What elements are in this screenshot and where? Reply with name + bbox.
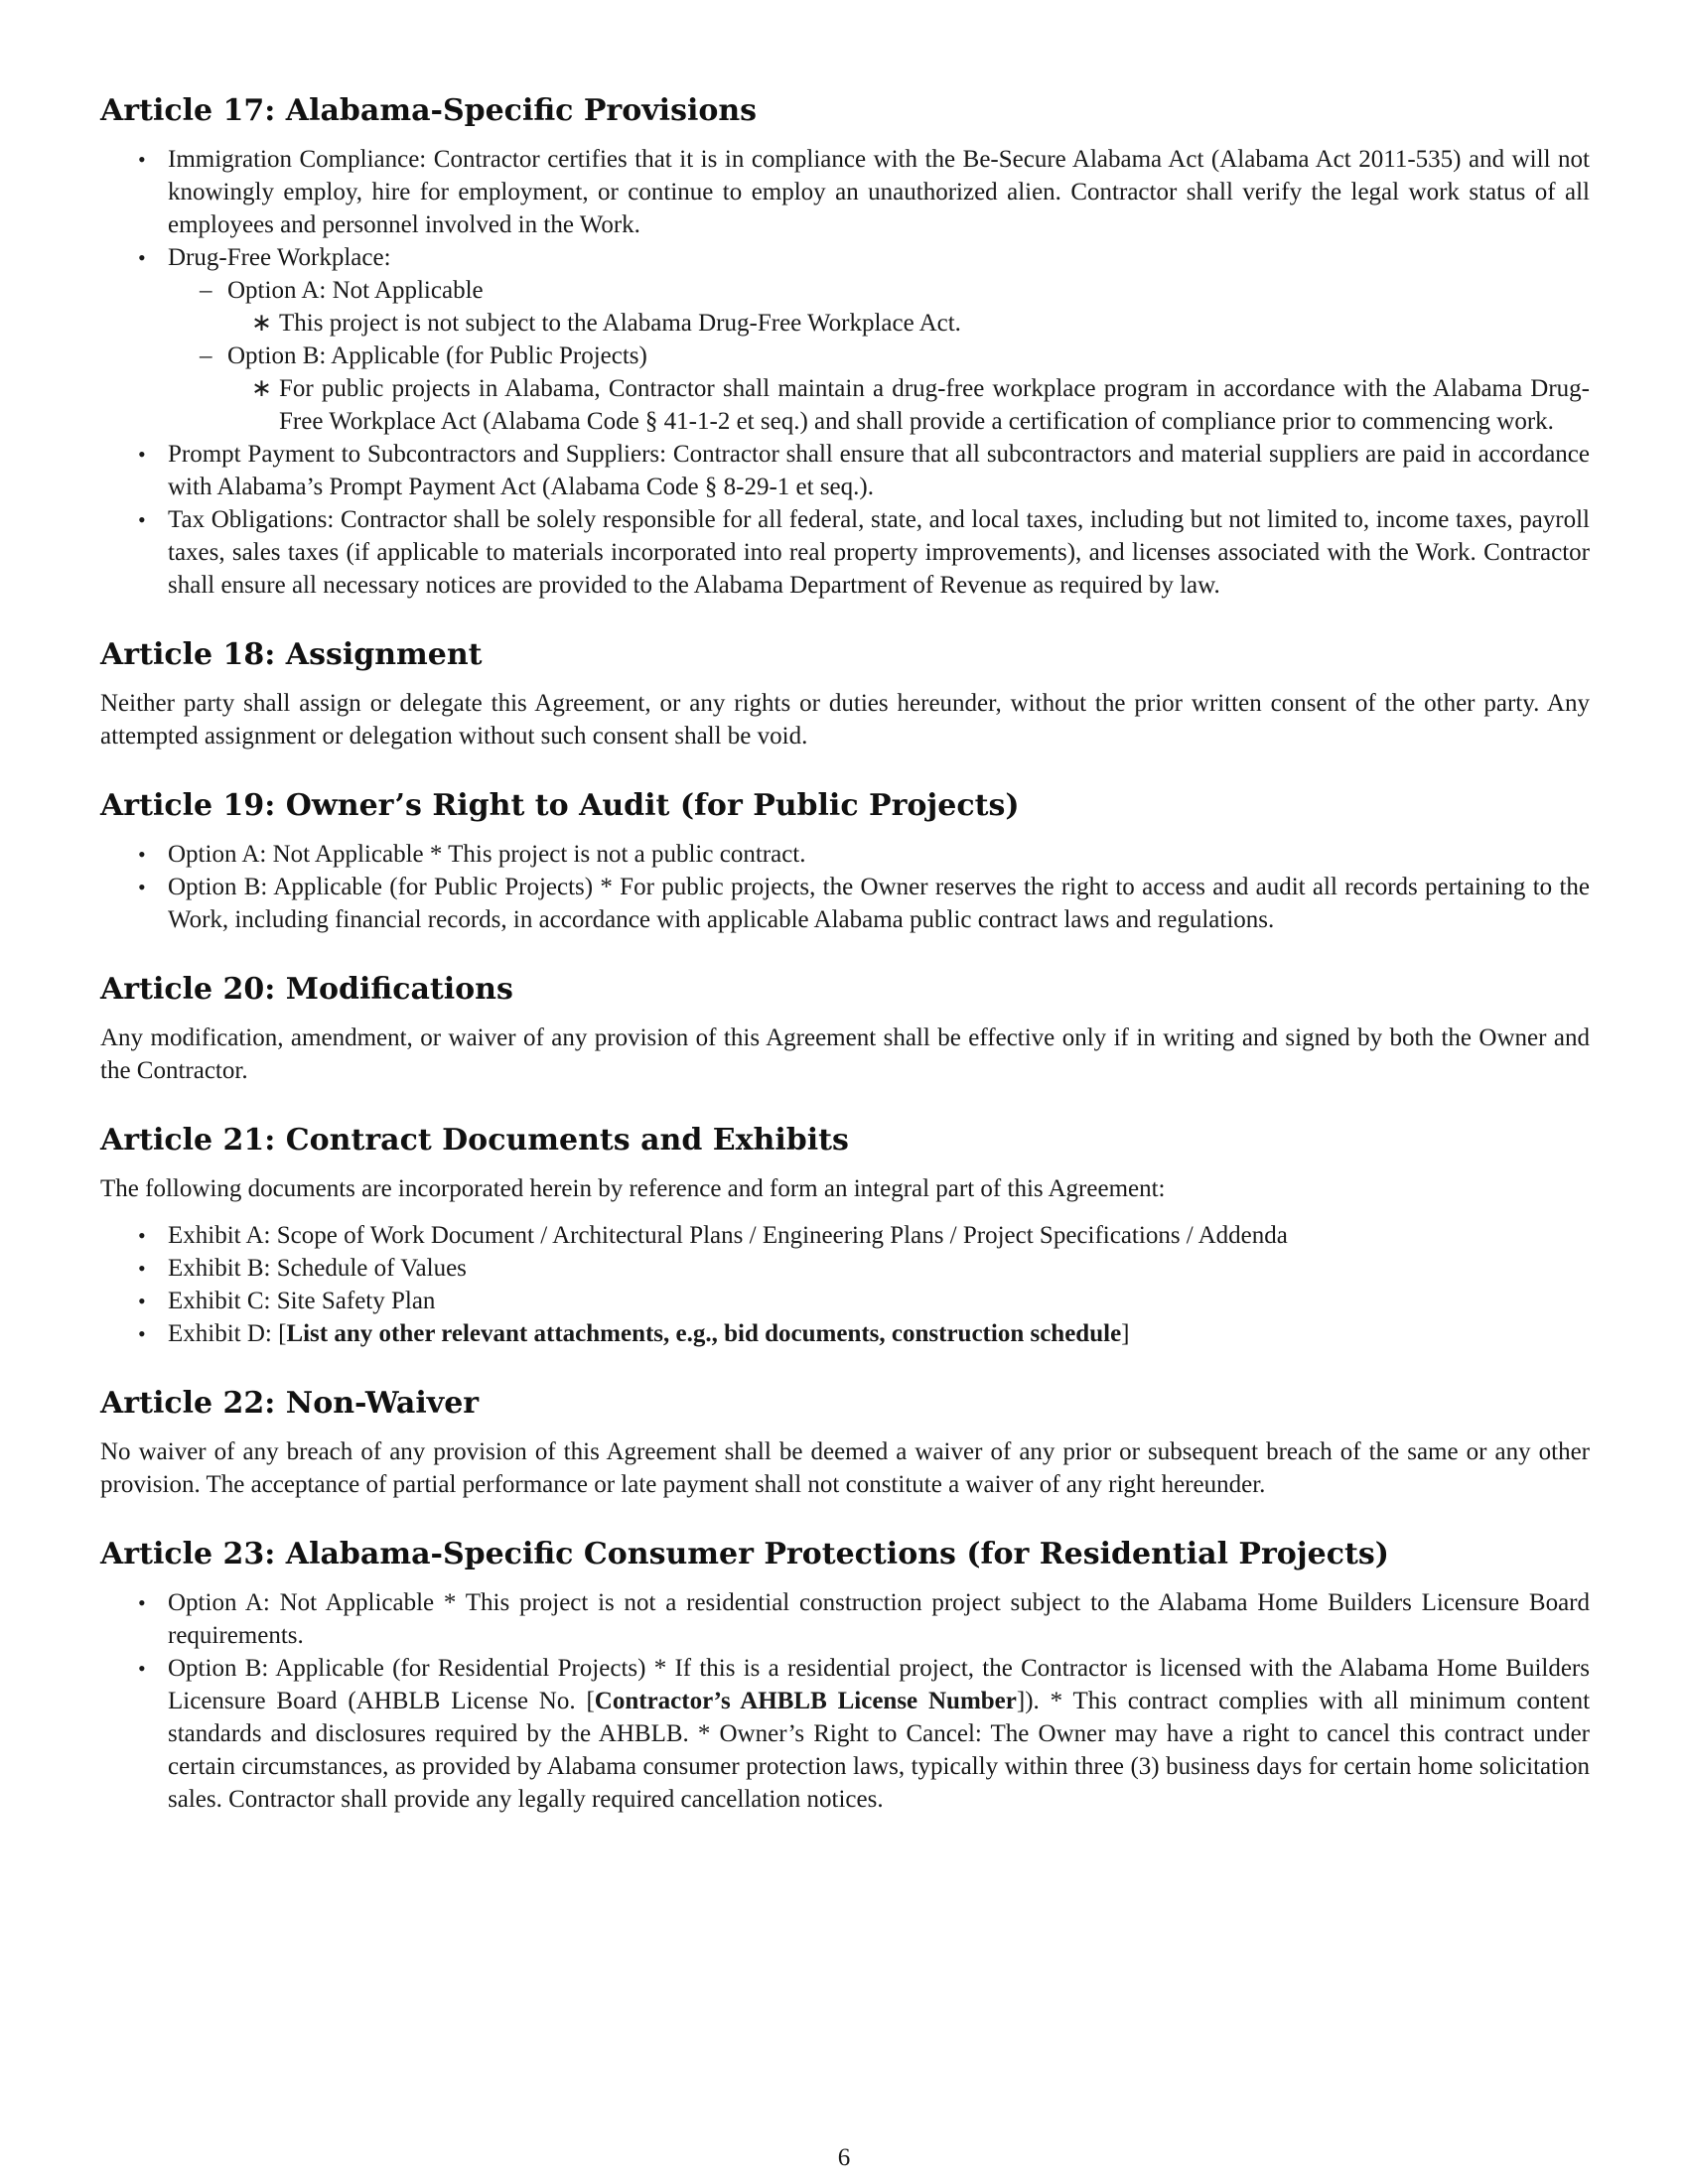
bullet-icon: •	[138, 1321, 146, 1346]
article-17	[100, 91, 1590, 602]
sub-sub-list-item	[168, 372, 1590, 438]
bullet-icon: •	[138, 147, 146, 172]
article-17-heading: Article 17: Alabama-Specific Provisions	[100, 93, 758, 128]
exhibit-d-suffix: ]	[1121, 1320, 1130, 1347]
list-item	[100, 143, 1590, 241]
exhibit-a: Exhibit A: Scope of Work Document / Architectural Plans / Engineering Plans / Project Specifications / Addenda	[168, 1222, 1288, 1249]
option-a-text: This project is not subject to the Alabama Drug-Free Workplace Act.	[279, 310, 961, 337]
article-20-heading: Article 20: Modifications	[100, 972, 513, 1007]
bullet-icon: •	[138, 245, 146, 270]
article-22-body: No waiver of any breach of any provision of this Agreement shall be deemed a waiver of any prior or subsequent breach of the same or any other provision. The acceptance of partial performance or late payment shall not constitute a waiver of any right hereunder.	[100, 1438, 1590, 1498]
tax-obligations-text: Tax Obligations: Contractor shall be solely responsible for all federal, state, and local taxes, including but not limited to, income taxes, payroll taxes, sales taxes (if applicable to materials incorporated into real property improvements), and licenses associated with the Work. Contractor shall ensure all necessary notices are provided to the Alabama Department of Revenue as required by law.	[168, 506, 1590, 599]
exhibit-d-placeholder: List any other relevant attachments, e.g., bid documents, construction schedule	[286, 1320, 1122, 1347]
option-a-label: Option A: Not Applicable	[227, 277, 484, 304]
exhibit-d-prefix: Exhibit D: [	[168, 1320, 287, 1347]
sub-list-item	[168, 274, 1590, 307]
article-21	[100, 1121, 1590, 1350]
article-21-heading: Article 21: Contract Documents and Exhibits	[100, 1123, 849, 1158]
list-item	[100, 1285, 1590, 1317]
exhibit-b: Exhibit B: Schedule of Values	[168, 1255, 467, 1282]
sub-sub-list-item	[168, 307, 1590, 340]
article-20	[100, 970, 1590, 1087]
bullet-icon: •	[138, 1289, 146, 1313]
list-item	[100, 1317, 1590, 1350]
list-item	[100, 838, 1590, 871]
list-item	[100, 1652, 1590, 1816]
article-19-heading: Article 19: Owner’s Right to Audit (for Public Projects)	[100, 788, 1020, 823]
dash-icon: –	[200, 277, 212, 304]
article-19-list	[100, 838, 1590, 936]
article-22	[100, 1384, 1590, 1501]
list-item	[100, 241, 1590, 438]
bullet-icon: •	[138, 507, 146, 532]
bullet-icon: •	[138, 1223, 146, 1248]
article-23-option-b-pre: Option B: Applicable (for Residential Projects) * If this is a residential project, the Contractor is licensed with the Alabama Home Builders Licensure Board (AHBLB License No. [	[168, 1655, 1590, 1714]
list-item	[100, 1252, 1590, 1285]
list-item	[100, 503, 1590, 602]
article-18-heading: Article 18: Assignment	[100, 637, 483, 672]
exhibit-c: Exhibit C: Site Safety Plan	[168, 1288, 436, 1314]
list-item	[100, 871, 1590, 936]
exhibit-list	[100, 1219, 1590, 1350]
document-page	[100, 91, 1590, 1849]
article-23	[100, 1535, 1590, 1816]
article-18-body: Neither party shall assign or delegate this Agreement, or any rights or duties hereunder, without the prior written consent of the other party. Any attempted assignment or delegation without such consent shall be void.	[100, 690, 1590, 750]
bullet-icon: •	[138, 1590, 146, 1615]
option-b-label: Option B: Applicable (for Public Projects)	[227, 342, 647, 369]
option-b-text: For public projects in Alabama, Contractor shall maintain a drug-free workplace program in accordance with the Alabama Drug-Free Workplace Act (Alabama Code § 41-1-2 et seq.) and shall provide a certification of compliance prior to commencing work.	[279, 375, 1590, 435]
article-23-option-b-post: ]). * This contract complies with all minimum content standards and disclosures required by the AHBLB. * Owner’s Right to Cancel: The Owner may have a right to cancel this contract under certain circumstances, as provided by Alabama consumer protection laws, typically within three (3) business days for certain home solicitation sales. Contractor shall provide any legally required cancellation notices.	[168, 1688, 1591, 1813]
page-number: 6	[837, 2144, 851, 2171]
article-22-heading: Article 22: Non-Waiver	[100, 1386, 480, 1421]
article-19-option-a: Option A: Not Applicable * This project is not a public contract.	[168, 841, 806, 868]
article-23-list	[100, 1586, 1590, 1816]
article-17-list	[100, 143, 1590, 602]
article-18	[100, 635, 1590, 752]
article-23-option-a: Option A: Not Applicable * This project is not a residential construction project subject to the Alabama Home Builders Licensure Board requirements.	[168, 1589, 1590, 1649]
article-19-option-b: Option B: Applicable (for Public Projects) * For public projects, the Owner reserves the right to access and audit all records pertaining to the Work, including financial records, in accordance with applicable Alabama public contract laws and regulations.	[168, 874, 1590, 933]
sub-list-item	[168, 340, 1590, 372]
drug-free-options	[168, 274, 1590, 438]
drug-free-workplace-text: Drug-Free Workplace:	[168, 244, 391, 271]
immigration-compliance-text: Immigration Compliance: Contractor certifies that it is in compliance with the Be-Secure Alabama Act (Alabama Act 2011-535) and will not knowingly employ, hire for employment, or continue to employ an unauthorized alien. Contractor shall verify the legal work status of all employees and personnel involved in the Work.	[168, 146, 1590, 238]
bullet-icon: •	[138, 442, 146, 467]
article-20-body: Any modification, amendment, or waiver of any provision of this Agreement shall be effective only if in writing and signed by both the Owner and the Contractor.	[100, 1024, 1590, 1084]
article-19	[100, 786, 1590, 936]
ahblb-license-placeholder: Contractor’s AHBLB License Number	[594, 1688, 1017, 1714]
list-item	[100, 1586, 1590, 1652]
prompt-payment-text: Prompt Payment to Subcontractors and Suppliers: Contractor shall ensure that all subcontractors and material suppliers are paid in accordance with Alabama’s Prompt Payment Act (Alabama Code § 8-29-1 et seq.).	[168, 441, 1590, 500]
article-23-heading: Article 23: Alabama-Specific Consumer Protections (for Residential Projects)	[100, 1537, 1389, 1571]
bullet-icon: •	[138, 1256, 146, 1281]
bullet-icon: •	[138, 842, 146, 867]
bullet-icon: •	[138, 1656, 146, 1681]
asterisk-icon: ∗	[251, 310, 272, 337]
list-item	[100, 1219, 1590, 1252]
list-item	[100, 438, 1590, 503]
dash-icon: –	[200, 342, 212, 369]
asterisk-icon: ∗	[251, 375, 272, 402]
bullet-icon: •	[138, 875, 146, 899]
article-21-intro: The following documents are incorporated herein by reference and form an integral part of this Agreement:	[100, 1175, 1166, 1202]
